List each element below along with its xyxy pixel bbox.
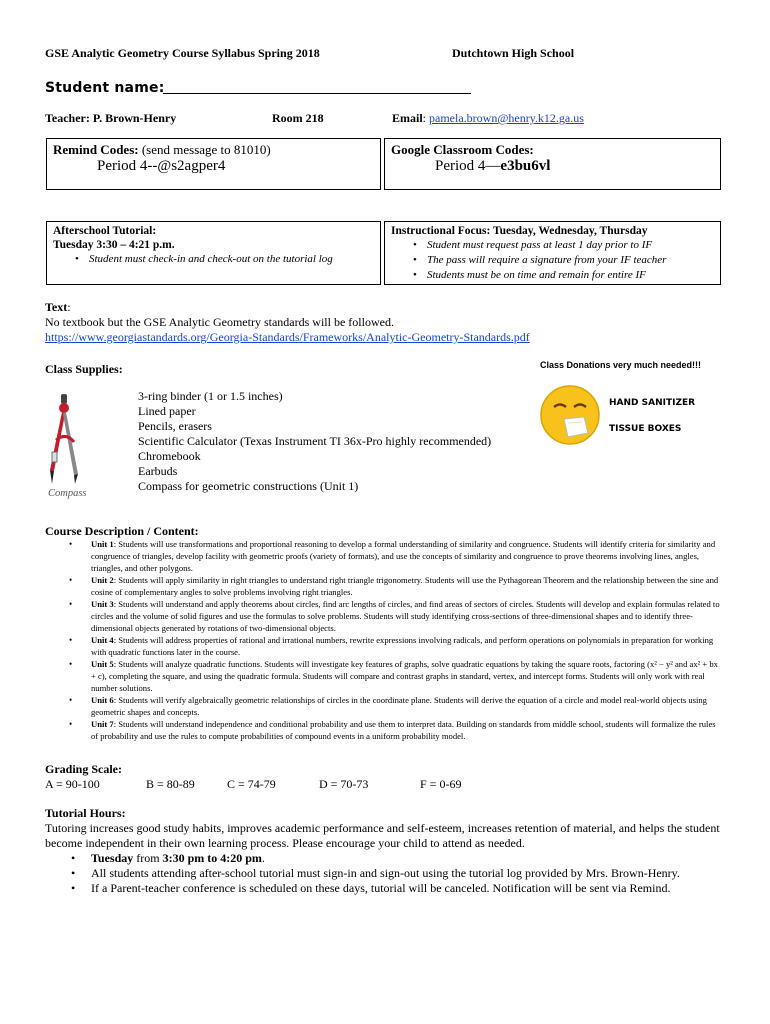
tutorial-hours-list xyxy=(91,851,731,896)
remind-code: Period 4--@s2agper4 xyxy=(97,158,226,174)
google-code-row xyxy=(391,157,714,175)
google-classroom-box xyxy=(384,138,721,190)
standards-link[interactable]: https://www.georgiastandards.org/Georgia-Standards/Frameworks/Analytic-Geometry-Standards.pdf xyxy=(45,330,530,344)
supply-item: Earbuds xyxy=(138,464,178,478)
tutorial-bullet-conference: • If a Parent-teacher conference is scheduled on these days, tutorial will be canceled. Notification will be sent via Remind. xyxy=(91,881,731,896)
unit-item: • Unit 1: Students will use transformations and proportional reasoning to develop a formal understanding of similarity and congruence. Students will identify criteria for similarity and congruence of triangles, develop facility with geometric proofs (variety of formats), and use the concepts of similarity and congruence to prove theorems involving lines, angles, triangles, and other polygons. xyxy=(91,538,721,574)
google-code-prefix: Period 4— xyxy=(435,158,501,174)
unit-item: • Unit 4: Students will address properties of rational and irrational numbers, rewrite expressions involving radicals, and perform operations on polynomials in preparation for working with quadratic functions later in the course. xyxy=(91,634,721,658)
student-name-label: Student name: xyxy=(45,80,165,96)
tutorial-hours-title: Tutorial Hours: xyxy=(45,806,126,820)
focus-bullet: • Student must request pass at least 1 day prior to IF xyxy=(391,238,714,253)
supply-item: Chromebook xyxy=(138,449,201,463)
text-section: Text: No textbook but the GSE Analytic Geometry standards will be followed. https://www.georgiastandards.org/Georgia-Standards/Frameworks/Analytic-Geometry-Standards.pdf xyxy=(45,300,530,344)
afterschool-tutorial-box xyxy=(46,221,381,285)
email-link[interactable]: pamela.brown@henry.k12.ga.us xyxy=(429,111,584,125)
tutorial-title: Afterschool Tutorial: xyxy=(53,225,157,237)
tutorial-bullet-day: • Tuesday from 3:30 pm to 4:20 pm. xyxy=(91,851,731,866)
email-label: Email xyxy=(392,111,423,125)
remind-title-row xyxy=(53,142,374,157)
supply-item: Pencils, erasers xyxy=(138,419,212,433)
supplies-label: Class Supplies: xyxy=(45,362,123,376)
grade-item: D = 70-73 xyxy=(319,777,369,791)
focus-bullet: • Students must be on time and remain for entire IF xyxy=(391,268,714,283)
school-name: Dutchtown High School xyxy=(452,46,575,60)
sneezing-face-icon xyxy=(538,383,602,447)
grade-item: A = 90-100 xyxy=(45,777,100,791)
compass-caption: Compass xyxy=(48,488,87,499)
donation-item: TISSUE BOXES xyxy=(609,424,682,434)
supply-item: Scientific Calculator (Texas Instrument TI 36x-Pro highly recommended) xyxy=(138,434,492,448)
donation-item: HAND SANITIZER xyxy=(609,398,696,408)
text-line: No textbook but the GSE Analytic Geometry standards will be followed. xyxy=(45,315,394,329)
remind-codes-box xyxy=(46,138,381,190)
unit-item: • Unit 5: Students will analyze quadratic functions. Students will investigate key features of graphs, solve quadratic equations by taking the square roots, factoring (x² − y² and ax² + bx + c), completing the square, and using the quadratic formula. Students will compare and contrast graphs in standard, vertex, and intercept forms. Students will only work with real number solutions. xyxy=(91,658,721,694)
tutorial-bullet: • Student must check-in and check-out on the tutorial log xyxy=(53,252,374,267)
grade-item: F = 0-69 xyxy=(420,777,462,791)
grading-scale-title: Grading Scale: xyxy=(45,762,122,776)
unit-item: • Unit 7: Students will understand independence and conditional probability and use them to interpret data. Building on standards from middle school, students will formalize the rules of probability and use the rules to compute probabilities of compound events in a uniform probability model. xyxy=(91,718,721,742)
tutorial-bullet-signin: • All students attending after-school tutorial must sign-in and sign-out using the tutorial log provided by Mrs. Brown-Henry. xyxy=(91,866,731,881)
grade-item: C = 74-79 xyxy=(227,777,276,791)
course-description-title: Course Description / Content: xyxy=(45,524,199,538)
unit-item: • Unit 6: Students will verify algebraically geometric relationships of circles in the coordinate plane. Students will derive the equation of a circle and model real-world objects using geometric shapes and concepts. xyxy=(91,694,721,718)
remind-note: (send message to 81010) xyxy=(141,142,271,157)
grade-item: B = 80-89 xyxy=(146,777,195,791)
supply-item: Compass for geometric constructions (Unit 1) xyxy=(138,479,359,493)
course-title: GSE Analytic Geometry Course Syllabus Spring 2018 xyxy=(45,46,320,60)
donations-title: Class Donations very much needed!!! xyxy=(540,360,702,370)
tutorial-hours-text: Tutoring increases good study habits, improves academic performance and self-esteem, increases retention of material, and helps the student become independent in their own learning process. Please encourage your child to attend as needed. xyxy=(45,821,720,850)
room-number: Room 218 xyxy=(272,111,324,125)
email-row: Email: pamela.brown@henry.k12.ga.us xyxy=(392,111,584,125)
tutorial-time: Tuesday 3:30 – 4:21 p.m. xyxy=(53,239,175,251)
instructional-focus-box xyxy=(384,221,721,285)
supplies-list xyxy=(138,389,491,494)
focus-bullet: • The pass will require a signature from your IF teacher xyxy=(391,253,714,268)
google-title: Google Classroom Codes: xyxy=(391,142,534,157)
supply-item: 3-ring binder (1 or 1.5 inches) xyxy=(138,389,283,403)
student-name-line[interactable] xyxy=(163,93,471,94)
text-label: Text xyxy=(45,300,68,314)
compass-icon xyxy=(44,392,86,488)
unit-item: • Unit 2: Students will apply similarity in right triangles to understand right triangle trigonometry. Students will use the Pythagorean Theorem and the relationship between the sine and cosine of complementary angles to solve problems involving right triangles. xyxy=(91,574,721,598)
unit-item: • Unit 3: Students will understand and apply theorems about circles, find arc lengths of circles, and find areas of sectors of circles. Students will develop and explain formulas related to circles and the volume of solid figures and use the formulas to solve problems. Students will study identifying cross-sections of three-dimensional shapes and to identify three-dimensional objects generated by rotations of two-dimensional objects. xyxy=(91,598,721,634)
course-description-list xyxy=(91,538,721,742)
remind-title: Remind Codes: xyxy=(53,142,139,157)
teacher-name: Teacher: P. Brown-Henry xyxy=(45,111,177,125)
supply-item: Lined paper xyxy=(138,404,196,418)
focus-title: Instructional Focus: Tuesday, Wednesday, Thursday xyxy=(391,225,648,237)
google-code: e3bu6vl xyxy=(500,158,551,174)
